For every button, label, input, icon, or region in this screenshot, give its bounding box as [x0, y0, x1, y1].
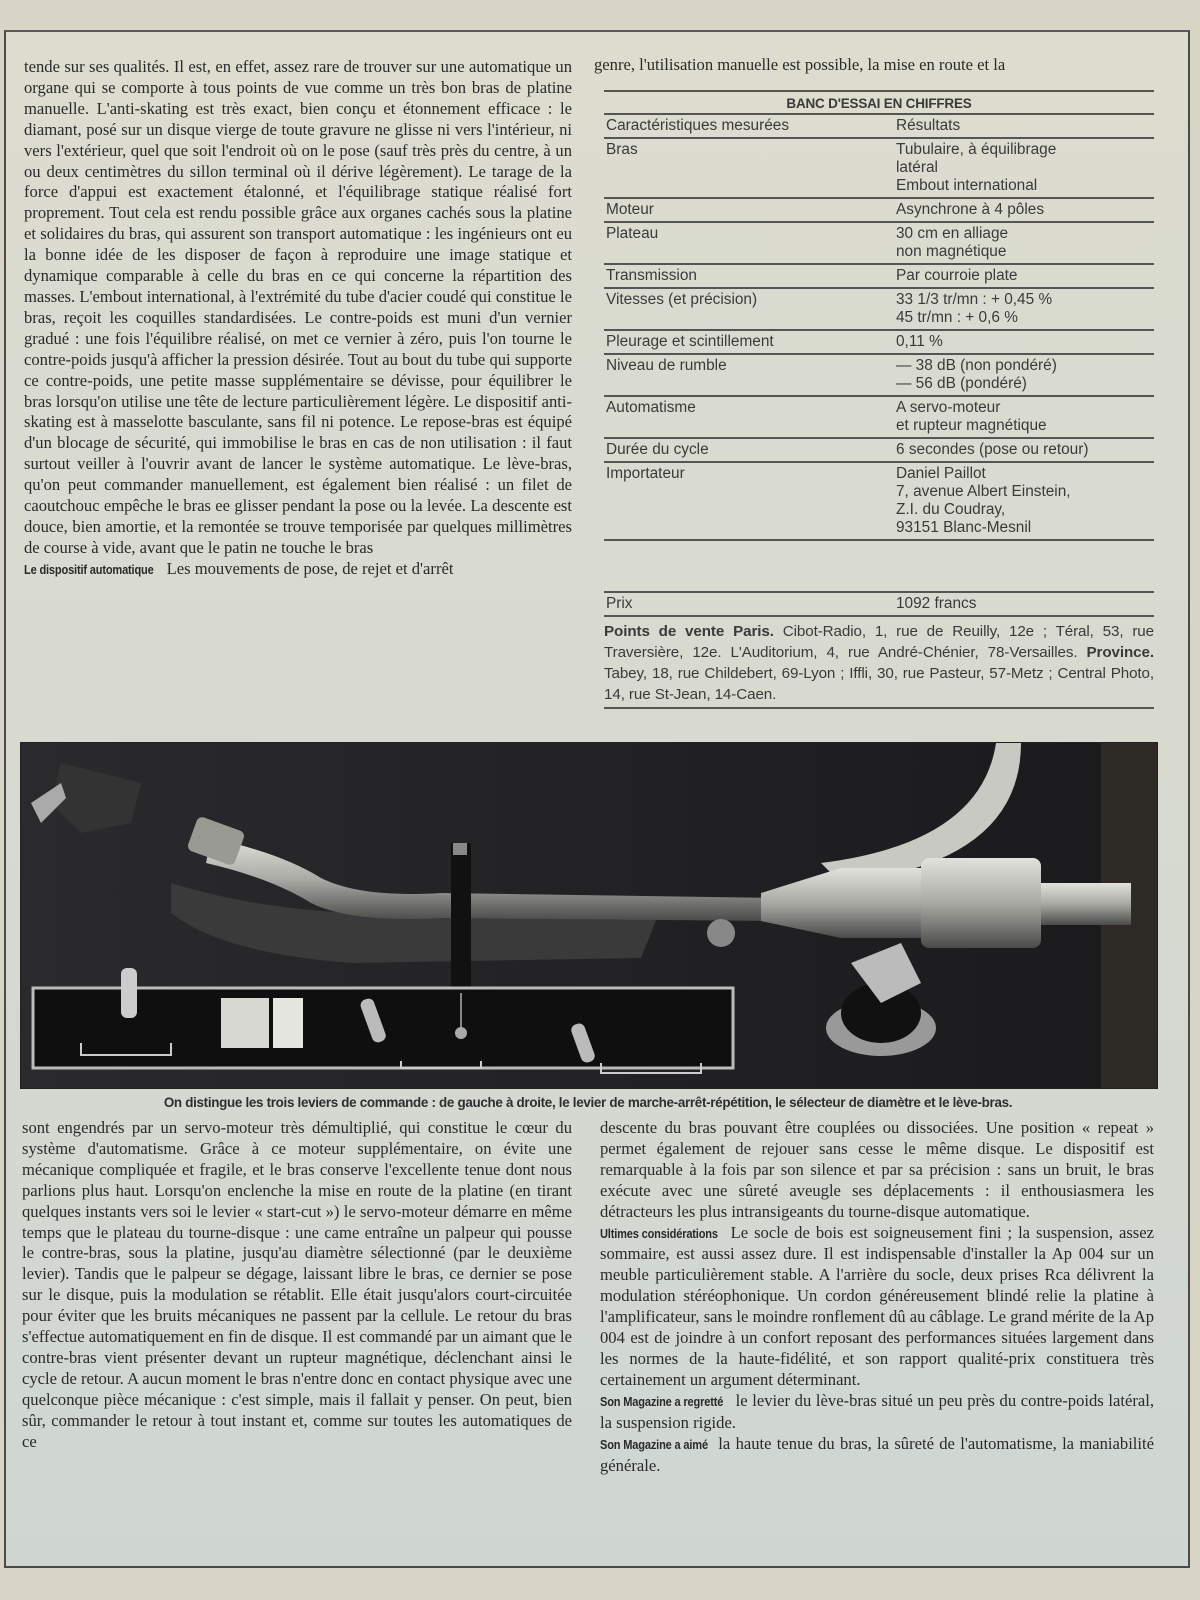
spec-value-line: Embout international: [896, 177, 1038, 194]
spec-value-line: 33 1/3 tr/mn : + 0,45 %: [896, 291, 1053, 308]
points-province-text: Tabey, 18, rue Childebert, 69-Lyon ; Iffli, 30, rue Pasteur, 57-Metz ; Central Photo, 14, rue St-Jean, 14-Caen.: [604, 665, 1154, 703]
spec-key: Durée du cycle: [606, 441, 709, 458]
spec-value-line: 0,11 %: [896, 333, 943, 350]
verdict-liked: [600, 1434, 1154, 1477]
section-heading-automatic: Le dispositif automatique: [24, 561, 154, 577]
spec-value-line: latéral: [896, 159, 938, 176]
spec-table-spacer: [604, 541, 1154, 593]
spec-key: Vitesses (et précision): [606, 291, 758, 308]
spec-value-line: et rupteur magnétique: [896, 417, 1047, 434]
liked-text: la haute tenue du bras, la sûreté de l'automatisme, la maniabilité générale.: [600, 1433, 1154, 1475]
left-column-top: [24, 57, 572, 581]
body-line: genre, l'utilisation manuelle est possible, la mise en route et la: [594, 55, 1006, 74]
spec-value-line: Daniel Paillot: [896, 465, 986, 482]
spec-value: [896, 357, 1154, 393]
regret-heading: Son Magazine a regretté: [600, 1393, 724, 1409]
spec-value: [896, 291, 1154, 327]
spec-row: [604, 331, 1154, 355]
right-column-bottom: [600, 1118, 1154, 1476]
spec-table-title: BANC D'ESSAI EN CHIFFRES: [604, 90, 1154, 115]
spec-key: Importateur: [606, 465, 685, 482]
header-key: Caractéristiques mesurées: [606, 117, 790, 134]
spec-value-line: Z.I. du Coudray,: [896, 501, 1006, 518]
spec-key: Niveau de rumble: [606, 357, 727, 374]
spec-value: [896, 225, 1154, 261]
regret-text: le levier du lève-bras situé un peu près du contre-poids latéral, la suspension rigide.: [600, 1390, 1154, 1432]
spec-key: Pleurage et scintillement: [606, 333, 774, 350]
spec-value-line: Asynchrone à 4 pôles: [896, 201, 1045, 218]
spec-value-line: Tubulaire, à équilibrage: [896, 141, 1057, 158]
spec-table: [604, 90, 1154, 709]
spec-table-body: [604, 139, 1154, 541]
spec-value-line: 6 secondes (pose ou retour): [896, 441, 1089, 458]
turntable-illustration: [21, 743, 1157, 1088]
price-key: Prix: [606, 595, 633, 612]
header-value: Résultats: [896, 117, 961, 134]
spec-row: [604, 463, 1154, 541]
section-final: [600, 1223, 1154, 1391]
spec-row: [604, 289, 1154, 331]
body-paragraph: tende sur ses qualités. Il est, en effet, assez rare de trouver sur une automatique un organe qui se comporte à tous points de vue comme un très bon bras de platine manuelle. L'anti-skating est très exact, bien conçu et étonnement efficace : le diamant, posé sur un disque vierge de toute gravure ne glisse ni vers l'intérieur, ni vers l'extérieur, quel que soit l'endroit où on le pose (sauf très près du centre, à un ou deux centimètres du sillon terminal où il dérive légèrement). Le tarage de la force d'appui est exactement étalonné, et l'équilibrage statique réalisé fort proprement. Tout cela est rendu possible grâce aux organes cachés sous la platine et solidaires du bras, qui assurent son transport automatique : les ingénieurs ont eu la bonne idée de les disposer de façon à reproduire une image statique et dynamique comparable à celle du bras en ce qui concerne la répartition des masses. L'embout international, à l'extrémité du tube d'acier coudé qui constitue le bras, reçoit les coquilles standardisées. Le contre-poids est muni d'un vernier gradué : une fois l'équilibre réalisé, on met ce vernier à zéro, puis l'on tourne le contre-poids jusqu'à afficher la pression désirée. Tout au bout du tube qui supporte ce contre-poids, une petite masse supplémentaire se dévisse, pour équilibrer le bras lorsqu'on utilise une tête de lecture particulièrement légère. Le dispositif anti-skating est à masselotte basculante, sans fil ni potence. Le repose-bras est équipé d'un blocage de sécurité, qui immobilise le bras en cas de non utilisation : il faut surtout veiller à l'ouvrir avant de lancer le système automatique. Le lève-bras, qu'on peut commander manuellement, est également bien réalisé : un filet de caoutchouc empêche le bras ee glisser pendant la pose ou la levée. La descente est douce, bien amortie, et la remontée se trouve temporisée par quelques millimètres de course à vide, avant que le patin ne touche le bras: [24, 57, 572, 557]
liked-heading: Son Magazine a aimé: [600, 1436, 708, 1452]
spec-value-line: 7, avenue Albert Einstein,: [896, 483, 1071, 500]
section-final-text: Le socle de bois est soigneusement fini ; la suspension, assez sommaire, est aussi assez dure. Il est indispensable d'installer la Ap 004 sur un meuble particulièrement stable. A l'arrière du socle, deux prises Rca délivrent la modulation stéréophonique. Un cordon généreusement blindé relie la platine à l'amplificateur, sans le moindre ronflement dû au câblage. Le grand mérite de la Ap 004 est de joindre à un confort reposant des performances situées largement dans les normes de la haute-fidélité, et son rapport qualité-prix constituera très certainement un argument déterminant.: [600, 1222, 1154, 1389]
spec-value: [896, 333, 1154, 351]
body-paragraph: descente du bras pouvant être couplées ou dissociées. Une position « repeat » permet également de rejouer sans cesse le même disque. Le dispositif est remarquable à la fois par son silence et par sa précision : sans un bruit, le bras exécute avec une sûreté aveugle ses déplacements : il enthousiasmera les détracteurs les plus intransigeants du tourne-disque automatique.: [600, 1118, 1154, 1221]
points-paris-label: Points de vente Paris.: [604, 623, 774, 640]
points-province-label: Province.: [1086, 644, 1154, 661]
spec-value-line: 93151 Blanc-Mesnil: [896, 519, 1032, 536]
spec-key: Bras: [606, 141, 638, 158]
verdict-regret: [600, 1391, 1154, 1434]
spec-key: Transmission: [606, 267, 697, 284]
right-column-top: [594, 55, 1139, 76]
spec-value-line: A servo-moteur: [896, 399, 1001, 416]
spec-value-line: — 38 dB (non pondéré): [896, 357, 1057, 374]
spec-value: [896, 267, 1154, 285]
turntable-photo: [20, 742, 1158, 1089]
spec-row: [604, 199, 1154, 223]
spec-row: [604, 139, 1154, 199]
spec-row: [604, 355, 1154, 397]
section-automatic-text: Les mouvements de pose, de rejet et d'arrêt: [166, 558, 454, 578]
section-automatic: [24, 559, 572, 581]
spec-key: Moteur: [606, 201, 654, 218]
spec-value: [896, 465, 1154, 537]
spec-key: Automatisme: [606, 399, 696, 416]
spec-value: [896, 141, 1154, 195]
spec-value-line: non magnétique: [896, 243, 1007, 260]
spec-row: [604, 265, 1154, 289]
spec-value: [896, 201, 1154, 219]
photo-caption: On distingue les trois leviers de commande : de gauche à droite, le levier de marche-arrêt-répétition, le sélecteur de diamètre et le lève-bras.: [163, 1095, 1013, 1110]
spec-value-line: 45 tr/mn : + 0,6 %: [896, 309, 1018, 326]
price-value: 1092 francs: [896, 595, 977, 612]
left-column-bottom: [22, 1118, 572, 1453]
spec-key: Plateau: [606, 225, 659, 242]
points-de-vente: [604, 617, 1154, 709]
spec-row-price: [604, 593, 1154, 617]
spec-row: [604, 397, 1154, 439]
body-paragraph: sont engendrés par un servo-moteur très démultiplié, qui constitue le cœur du système d'automatisme. Grâce à ce moteur supplémentaire, on évite une mécanique compliquée et fragile, et le bras conserve l'excellente tenue dont nous parlions plus haut. Lorsqu'on enclenche la mise en route de la platine (en tirant quelques instants vers soi le levier « start-cut ») le servo-moteur démarre en même temps que le plateau du tourne-disque : une came entraîne un palpeur qui pousse le contre-bras, sous la platine, jusqu'au diamètre sélectionné (par le deuxième levier). Tandis que le palpeur se dégage, laissant libre le bras, ce dernier se pose sur le disque, puis la modulation se rétablit. Elle était jusqu'alors court-circuitée pour éviter que les bruits mécaniques ne passent par la cellule. Le retour du bras s'effectue automatiquement en fin de disque. Il est commandé par un aimant que le contre-bras vient présenter devant un rupteur magnétique, déclenchant ainsi le cycle de retour. A aucun moment le bras n'entre donc en contact physique avec une quelconque pièce mécanique : c'est simple, mais il fallait y penser. On peut, bien sûr, commander le retour à tout instant et, comme sur toutes les automatiques de ce: [22, 1118, 572, 1451]
points-paris-text: Cibot-Radio, 1, rue de Reuilly, 12e ; Téral, 53, rue Traversière, 12e. L'Auditorium, 4, rue André-Chénier, 78-Versailles.: [604, 623, 1154, 661]
spec-value: [896, 441, 1154, 459]
spec-value-line: Par courroie plate: [896, 267, 1018, 284]
spec-table-header: [604, 115, 1154, 139]
spec-value-line: 30 cm en alliage: [896, 225, 1009, 242]
spec-value-line: — 56 dB (pondéré): [896, 375, 1027, 392]
section-heading-final: Ultimes considérations: [600, 1225, 718, 1241]
spec-row: [604, 223, 1154, 265]
spec-row: [604, 439, 1154, 463]
spec-value: [896, 399, 1154, 435]
